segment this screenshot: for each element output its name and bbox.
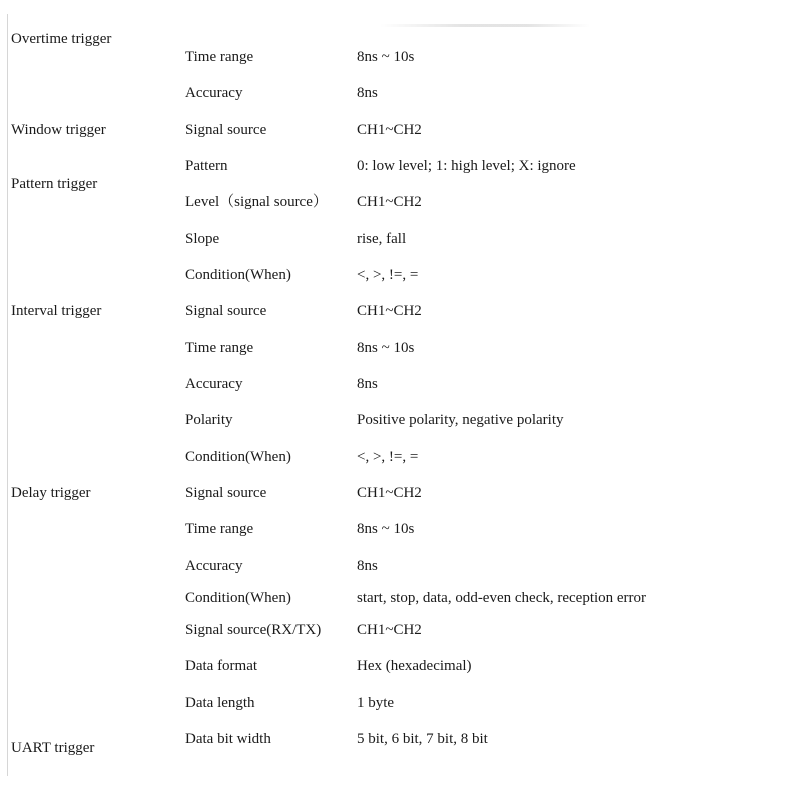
param-label: Time range [185,521,254,537]
category-pattern-trigger: Pattern trigger [11,176,98,192]
param-label: Signal source [185,122,267,138]
param-label: Slope [185,231,220,247]
param-value: <, >, !=, = [357,449,419,465]
param-value: 8ns ~ 10s [357,49,415,65]
param-label: Time range [185,340,254,356]
param-value: 8ns [357,85,378,101]
param-label: Accuracy [185,558,243,574]
param-label: Signal source(RX/TX) [185,622,322,638]
param-value: 1 byte [357,695,395,711]
param-value: 8ns ~ 10s [357,521,415,537]
param-label: Data length [185,695,255,711]
param-value: 8ns ~ 10s [357,340,415,356]
param-label: Signal source [185,485,267,501]
param-value: 8ns [357,376,378,392]
category-interval-trigger: Interval trigger [11,303,102,319]
param-label: Accuracy [185,85,243,101]
param-label: Polarity [185,412,233,428]
param-value: <, >, !=, = [357,267,419,283]
param-value: 5 bit, 6 bit, 7 bit, 8 bit [357,731,488,747]
param-value: 0: low level; 1: high level; X: ignore [357,158,576,174]
param-value: CH1~CH2 [357,303,422,319]
param-value: CH1~CH2 [357,622,422,638]
param-value: rise, fall [357,231,407,247]
param-label: Condition(When) [185,590,291,606]
param-label: Data format [185,658,258,674]
param-label: Time range [185,49,254,65]
param-value: CH1~CH2 [357,122,422,138]
param-value: Hex (hexadecimal) [357,658,472,674]
category-delay-trigger: Delay trigger [11,485,91,501]
category-uart-trigger: UART trigger [11,740,95,756]
param-value: Positive polarity, negative polarity [357,412,564,428]
param-label: Condition(When) [185,267,291,283]
category-overtime-trigger: Overtime trigger [11,31,112,47]
param-value: CH1~CH2 [357,485,422,501]
param-label: Condition(When) [185,449,291,465]
category-window-trigger: Window trigger [11,122,106,138]
param-label: Level（signal source） [185,194,328,210]
param-label: Accuracy [185,376,243,392]
param-label: Data bit width [185,731,271,747]
param-label: Signal source [185,303,267,319]
param-value: 8ns [357,558,378,574]
param-label: Pattern [185,158,228,174]
param-value: CH1~CH2 [357,194,422,210]
param-value: start, stop, data, odd-even check, reception error [357,590,647,606]
